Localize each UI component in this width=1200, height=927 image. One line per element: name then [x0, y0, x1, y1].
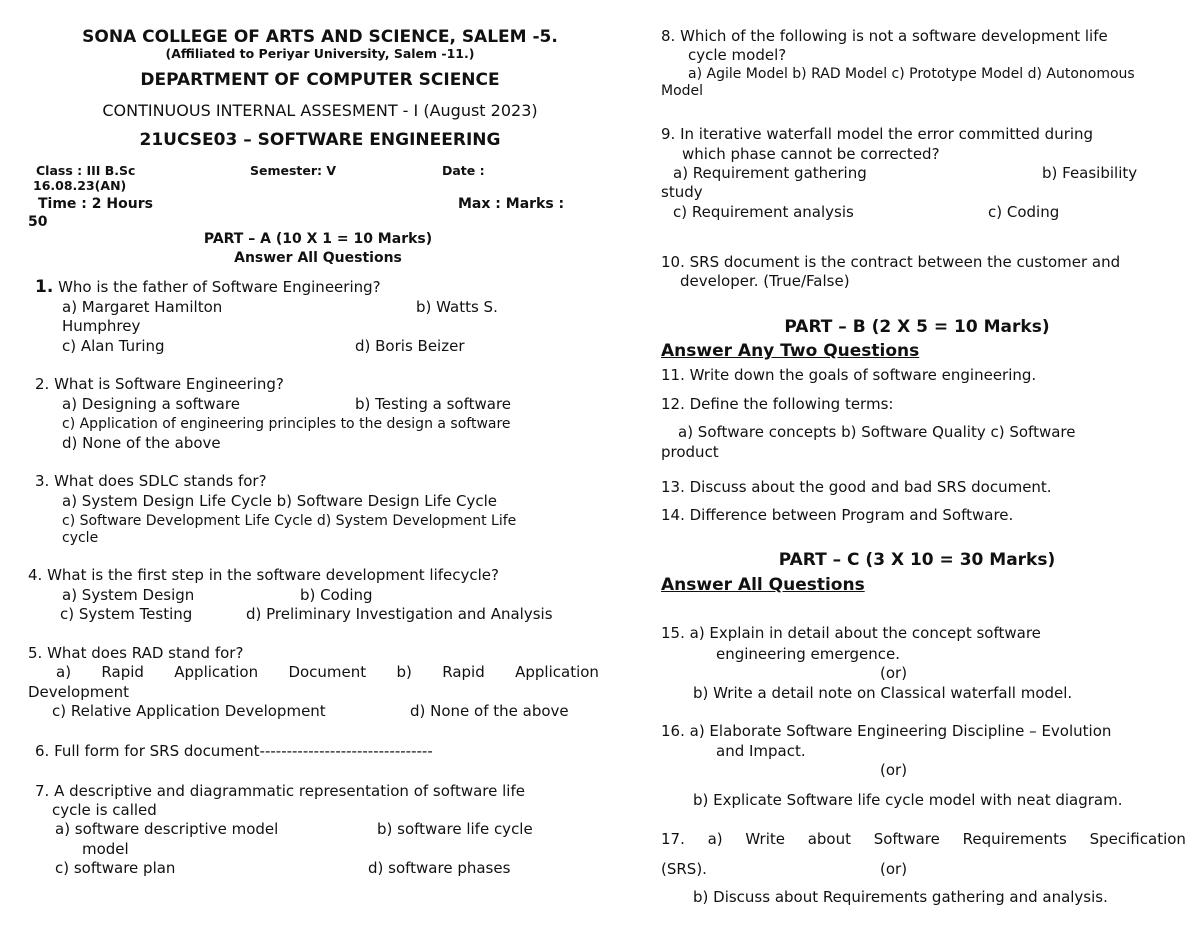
q5-word: Document: [288, 663, 367, 681]
q1-option-d: d) Boris Beizer: [355, 337, 465, 355]
q5-word: Rapid: [442, 663, 485, 681]
max-marks-value: 50: [28, 214, 48, 230]
q2-option-b: b) Testing a software: [355, 395, 512, 413]
q1-option-c: c) Alan Turing: [62, 337, 165, 355]
q9-option-b: b) Feasibility: [1042, 164, 1138, 182]
part-b-title: PART – B (2 X 5 = 10 Marks): [784, 317, 1050, 337]
q7-option-b-cont: model: [82, 840, 129, 858]
part-c-title: PART – C (3 X 10 = 30 Marks): [778, 550, 1056, 570]
question-15b: b) Write a detail note on Classical waterfall model.: [693, 684, 1073, 702]
question-8: 8. Which of the following is not a software development life: [661, 27, 1108, 45]
date-value: 16.08.23(AN): [33, 178, 127, 193]
question-8-cont: cycle model?: [688, 46, 787, 64]
or-separator-15: (or): [880, 664, 908, 682]
part-c-instruction: Answer All Questions: [661, 575, 865, 595]
q17-word: 17.: [661, 830, 685, 848]
question-13: 13. Discuss about the good and bad SRS document.: [661, 478, 1052, 496]
q1-option-b-cont: Humphrey: [62, 317, 141, 335]
semester-info: Semester: V: [250, 163, 337, 178]
q5-word: Rapid: [101, 663, 144, 681]
q5-word: b): [396, 663, 412, 681]
course-title: 21UCSE03 – SOFTWARE ENGINEERING: [139, 130, 501, 150]
q7-option-b: b) software life cycle: [377, 820, 533, 838]
q9-option-a: a) Requirement gathering: [673, 164, 867, 182]
q8-options: a) Agile Model b) RAD Model c) Prototype Model d) Autonomous: [688, 66, 1135, 82]
q2-option-c: c) Application of engineering principles to the design a software: [62, 416, 511, 432]
max-marks-label: Max : Marks :: [458, 196, 565, 212]
q7-option-d: d) software phases: [368, 859, 511, 877]
question-16b: b) Explicate Software life cycle model with neat diagram.: [693, 791, 1123, 809]
question-16a-cont: and Impact.: [716, 742, 806, 760]
right-column: [615, 0, 1200, 927]
part-a-title: PART – A (10 X 1 = 10 Marks): [203, 231, 433, 247]
question-7: 7. A descriptive and diagrammatic representation of software life: [35, 782, 525, 800]
question-17a-cont: (SRS).: [661, 860, 707, 878]
question-12: 12. Define the following terms:: [661, 395, 894, 413]
q7-option-c: c) software plan: [55, 859, 176, 877]
question-10-cont: developer. (True/False): [680, 272, 850, 290]
question-6: 6. Full form for SRS document--------------------------------: [35, 742, 433, 760]
q5-option-c: c) Relative Application Development: [52, 702, 326, 720]
q3-options-ab: a) System Design Life Cycle b) Software Design Life Cycle: [62, 492, 498, 510]
q8-options-cont: Model: [661, 83, 704, 99]
question-14: 14. Difference between Program and Software.: [661, 506, 1014, 524]
q4-option-d: d) Preliminary Investigation and Analysis: [246, 605, 553, 623]
q5-word: a): [56, 663, 72, 681]
q4-option-b: b) Coding: [300, 586, 373, 604]
q17-word: about: [807, 830, 851, 848]
question-5: 5. What does RAD stand for?: [28, 644, 244, 662]
q17-word: Requirements: [962, 830, 1067, 848]
question-15a: 15. a) Explain in detail about the concept software: [661, 624, 1041, 642]
college-name: SONA COLLEGE OF ARTS AND SCIENCE, SALEM -5.: [82, 27, 558, 47]
affiliation: (Affiliated to Periyar University, Salem -11.): [165, 46, 475, 61]
question-4: 4. What is the first step in the software development lifecycle?: [28, 566, 499, 584]
question-11: 11. Write down the goals of software engineering.: [661, 366, 1037, 384]
q12-options-cont: product: [661, 443, 719, 461]
q2-option-a: a) Designing a software: [62, 395, 240, 413]
q1-option-a: a) Margaret Hamilton: [62, 298, 223, 316]
part-b-instruction: Answer Any Two Questions: [661, 341, 920, 361]
department-title: DEPARTMENT OF COMPUTER SCIENCE: [140, 70, 500, 90]
part-a-instruction: Answer All Questions: [234, 250, 402, 266]
question-7-cont: cycle is called: [52, 801, 157, 819]
question-17b: b) Discuss about Requirements gathering and analysis.: [693, 888, 1108, 906]
question-1-text: Who is the father of Software Engineering?: [58, 278, 381, 296]
q9-option-d: c) Coding: [988, 203, 1060, 221]
or-separator-17: (or): [880, 860, 908, 878]
question-17a: [661, 830, 1186, 849]
q9-option-b-cont: study: [661, 183, 703, 201]
q5-word: Application: [174, 663, 259, 681]
q9-option-c: c) Requirement analysis: [673, 203, 854, 221]
q2-option-d: d) None of the above: [62, 434, 221, 452]
q4-option-a: a) System Design: [62, 586, 195, 604]
q12-options: a) Software concepts b) Software Quality c) Software: [678, 423, 1076, 441]
question-3: 3. What does SDLC stands for?: [35, 472, 267, 490]
question-10: 10. SRS document is the contract between the customer and: [661, 253, 1121, 271]
q5-options-ab-cont: Development: [28, 683, 129, 701]
question-1: [35, 278, 381, 297]
exam-title: CONTINUOUS INTERNAL ASSESMENT - I (August 2023): [102, 101, 538, 120]
question-9-cont: which phase cannot be corrected?: [682, 145, 940, 163]
question-1-number: 1.: [35, 277, 54, 297]
q5-options-ab: [56, 663, 599, 682]
class-info: Class : III B.Sc: [36, 163, 136, 178]
question-16a: 16. a) Elaborate Software Engineering Discipline – Evolution: [661, 722, 1112, 740]
q3-options-cd: c) Software Development Life Cycle d) System Development Life: [62, 513, 517, 529]
date-label: Date :: [442, 163, 485, 178]
q17-word: Write: [745, 830, 785, 848]
q17-word: a): [707, 830, 723, 848]
q1-option-b: b) Watts S.: [416, 298, 498, 316]
question-15a-cont: engineering emergence.: [716, 645, 900, 663]
q4-option-c: c) System Testing: [60, 605, 193, 623]
q7-option-a: a) software descriptive model: [55, 820, 279, 838]
time-info: Time : 2 Hours: [38, 196, 153, 212]
question-9: 9. In iterative waterfall model the error committed during: [661, 125, 1094, 143]
question-2: 2. What is Software Engineering?: [35, 375, 284, 393]
q5-word: Application: [515, 663, 599, 681]
or-separator-16: (or): [880, 761, 908, 779]
q17-word: Specification: [1089, 830, 1186, 848]
q5-option-d: d) None of the above: [410, 702, 569, 720]
q17-word: Software: [873, 830, 940, 848]
q3-options-cd-cont: cycle: [62, 530, 99, 546]
